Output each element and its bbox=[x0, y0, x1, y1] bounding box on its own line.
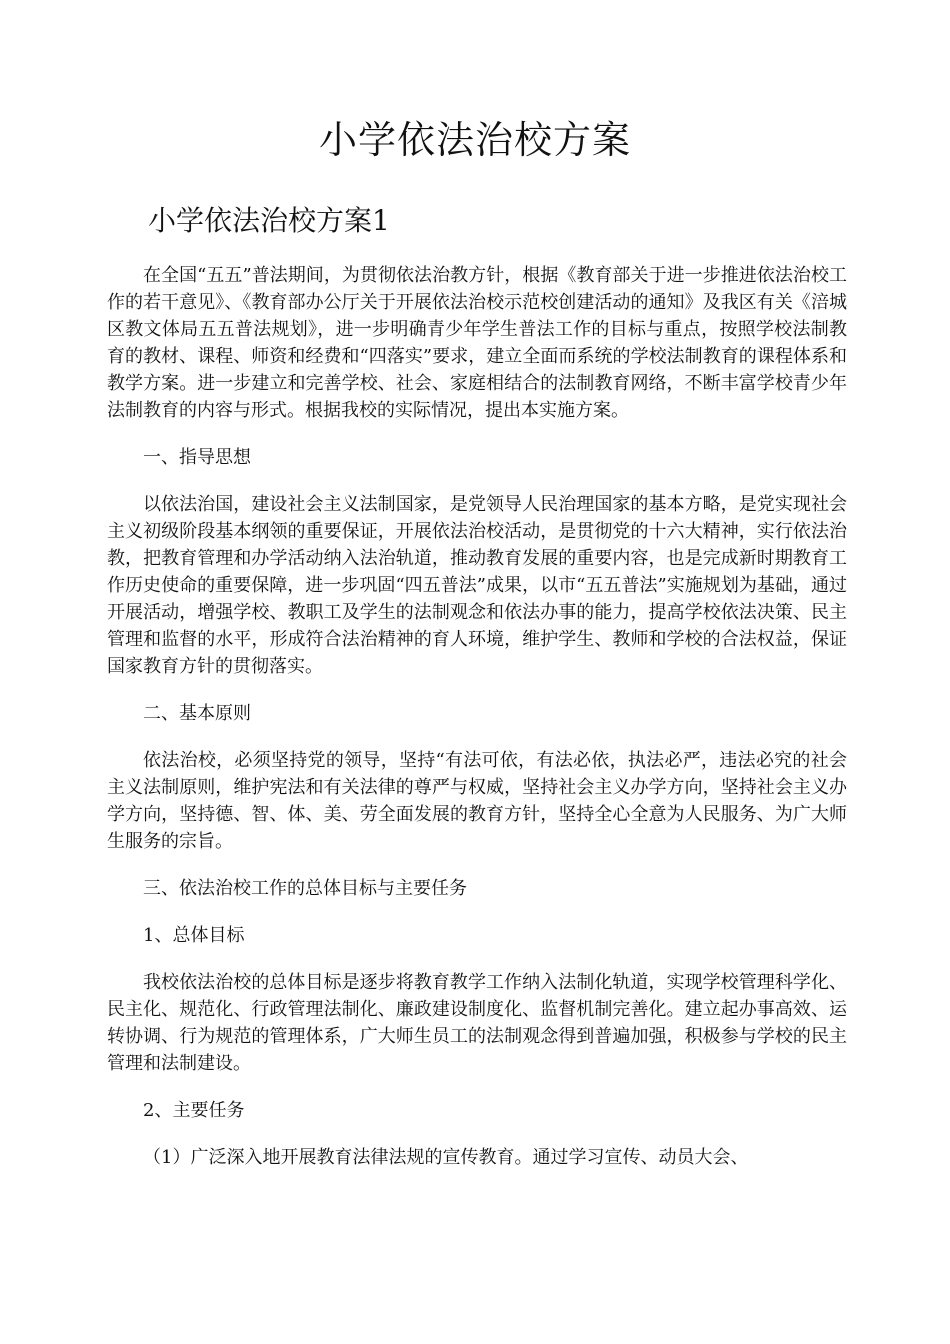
heading-main-tasks: 2、主要任务 bbox=[143, 1100, 245, 1121]
overall-goal-paragraph: 我校依法治校的总体目标是逐步将教育教学工作纳入法制化轨道，实现学校管理科学化、民主化、规范化、行政管理法制化、廉政建设制度化、监督机制完善化。建立起办事高效、运转协调、行为规范的管理体系，广大师生员工的法制观念得到普遍加强，积极参与学校的民主管理和法制建设。 bbox=[107, 972, 847, 1074]
heading-goals-and-tasks: 三、依法治校工作的总体目标与主要任务 bbox=[143, 878, 467, 899]
heading-guiding-ideology: 一、指导思想 bbox=[143, 447, 251, 468]
basic-principles-paragraph: 依法治校，必须坚持党的领导，坚持“有法可依，有法必依，执法必严，违法必究的社会主义法制原则，维护宪法和有关法律的尊严与权威，坚持社会主义办学方向，坚持社会主义办学方向，坚持德、智、体、美、劳全面发展的教育方针，坚持全心全意为人民服务、为广大师生服务的宗旨。 bbox=[107, 750, 847, 852]
document-body bbox=[107, 262, 847, 1191]
section-title: 小学依法治校方案1 bbox=[148, 204, 390, 237]
heading-overall-goal: 1、总体目标 bbox=[143, 925, 245, 946]
heading-basic-principles: 二、基本原则 bbox=[143, 703, 251, 724]
intro-paragraph: 在全国“五五”普法期间，为贯彻依法治教方针，根据《教育部关于进一步推进依法治校工作的若干意见》、《教育部办公厅关于开展依法治校示范校创建活动的通知》及我区有关《涪城区教文体局五五普法规划》，进一步明确青少年学生普法工作的目标与重点，按照学校法制教育的教材、课程、师资和经费和“四落实”要求，建立全面而系统的学校法制教育的课程体系和教学方案。进一步建立和完善学校、社会、家庭相结合的法制教育网络，不断丰富学校青少年法制教育的内容与形式。根据我校的实际情况，提出本实施方案。 bbox=[107, 265, 847, 421]
task-item-1: （1）广泛深入地开展教育法律法规的宣传教育。通过学习宣传、动员大会、 bbox=[143, 1147, 749, 1168]
document-title: 小学依法治校方案 bbox=[318, 118, 631, 162]
guiding-ideology-paragraph: 以依法治国，建设社会主义法制国家，是党领导人民治理国家的基本方略，是党实现社会主义初级阶段基本纲领的重要保证，开展依法治校活动，是贯彻党的十六大精神，实行依法治教，把教育管理和办学活动纳入法治轨道，推动教育发展的重要内容，也是完成新时期教育工作历史使命的重要保障，进一步巩固“四五普法”成果，以市“五五普法”实施规划为基础，通过开展活动，增强学校、教职工及学生的法制观念和依法办事的能力，提高学校依法决策、民主管理和监督的水平，形成符合法治精神的育人环境，维护学生、教师和学校的合法权益，保证国家教育方针的贯彻落实。 bbox=[107, 494, 847, 677]
